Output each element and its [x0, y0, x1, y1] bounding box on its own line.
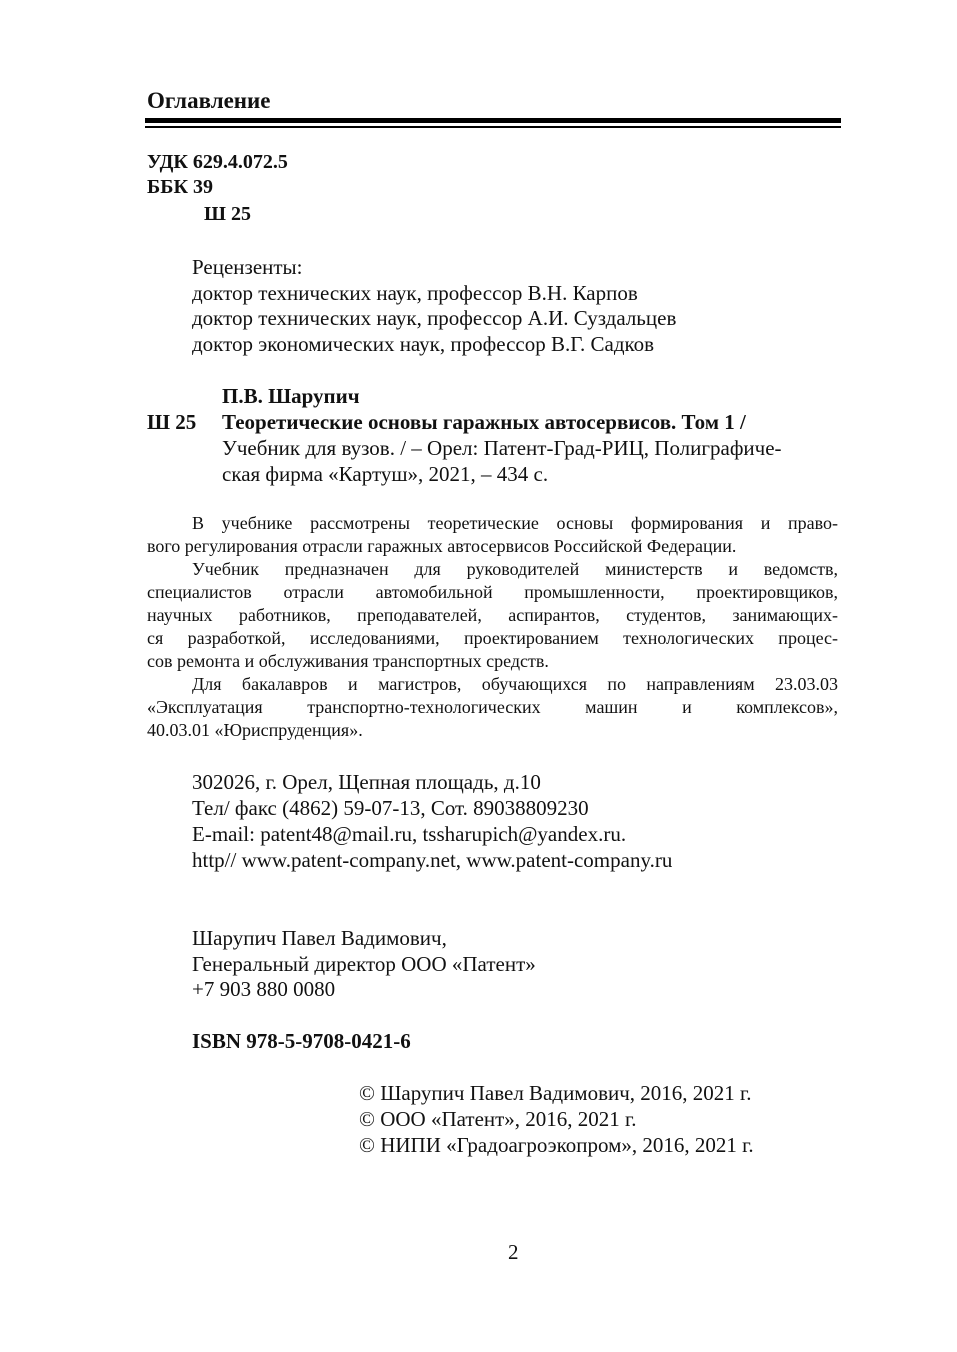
book-author: П.В. Шарупич — [222, 384, 360, 408]
contact-web: http// www.patent-company.net, www.patent-company.ru — [192, 848, 673, 872]
bib-mark: Ш 25 — [147, 410, 197, 434]
toc-link[interactable]: Оглавление — [147, 88, 271, 113]
director-name: Шарупич Павел Вадимович, — [192, 926, 447, 950]
contact-phone: Тел/ факс (4862) 59-07-13, Сот. 89038809230 — [192, 796, 589, 820]
bbk-code: ББК 39 — [147, 176, 213, 198]
abstract-p1-line1: В учебнике рассмотрены теоретические основы формирования и право- — [192, 513, 838, 533]
contact-email: E-mail: patent48@mail.ru, tssharupich@yandex.ru. — [192, 822, 627, 846]
abstract-p2-line4: ся разработкой, исследованиями, проектированием технологических процес- — [147, 628, 838, 648]
reviewers-heading: Рецензенты: — [192, 255, 303, 279]
bib-line-2: Учебник для вузов. / – Орел: Патент-Град-РИЦ, Полиграфиче- — [222, 436, 782, 460]
abstract-p1-line2: вого регулирования отрасли гаражных автосервисов Российской Федерации. — [147, 536, 737, 556]
book-title: Теоретические основы гаражных автосервисов. Том 1 / — [222, 410, 746, 434]
reviewer-3: доктор экономических наук, профессор В.Г. Садков — [192, 332, 655, 356]
contact-address: 302026, г. Орел, Щепная площадь, д.10 — [192, 770, 541, 794]
udk-code: УДК 629.4.072.5 — [147, 151, 288, 173]
page-number: 2 — [508, 1240, 519, 1264]
copyright-2: © ООО «Патент», 2016, 2021 г. — [359, 1107, 637, 1131]
director-position: Генеральный директор ООО «Патент» — [192, 952, 536, 976]
header-rule-thick — [145, 118, 841, 123]
abstract-p2-line3: научных работников, преподавателей, аспирантов, студентов, занимающих- — [147, 605, 838, 625]
director-phone: +7 903 880 0080 — [192, 977, 336, 1001]
reviewer-2: доктор технических наук, профессор А.И. Суздальцев — [192, 306, 677, 330]
abstract-p3-line3: 40.03.01 «Юриспруденция». — [147, 720, 363, 740]
reviewer-1: доктор технических наук, профессор В.Н. Карпов — [192, 281, 638, 305]
copyright-3: © НИПИ «Градоагроэкопром», 2016, 2021 г. — [359, 1133, 754, 1157]
isbn: ISBN 978-5-9708-0421-6 — [192, 1029, 411, 1053]
author-mark: Ш 25 — [204, 203, 251, 225]
abstract-p2-line1: Учебник предназначен для руководителей министерств и ведомств, — [192, 559, 838, 579]
abstract-p2-line2: специалистов отрасли автомобильной промышленности, проектировщиков, — [147, 582, 838, 602]
abstract-p3-line2: «Эксплуатация транспортно-технологических машин и комплексов», — [147, 697, 838, 717]
copyright-1: © Шарупич Павел Вадимович, 2016, 2021 г. — [359, 1081, 752, 1105]
bib-line-3: ская фирма «Картуш», 2021, – 434 с. — [222, 462, 549, 486]
abstract — [147, 512, 838, 742]
abstract-p2-line5: сов ремонта и обслуживания транспортных средств. — [147, 651, 549, 671]
abstract-p3-line1: Для бакалавров и магистров, обучающихся по направлениям 23.03.03 — [192, 674, 838, 694]
header-rule-thin — [145, 126, 841, 128]
